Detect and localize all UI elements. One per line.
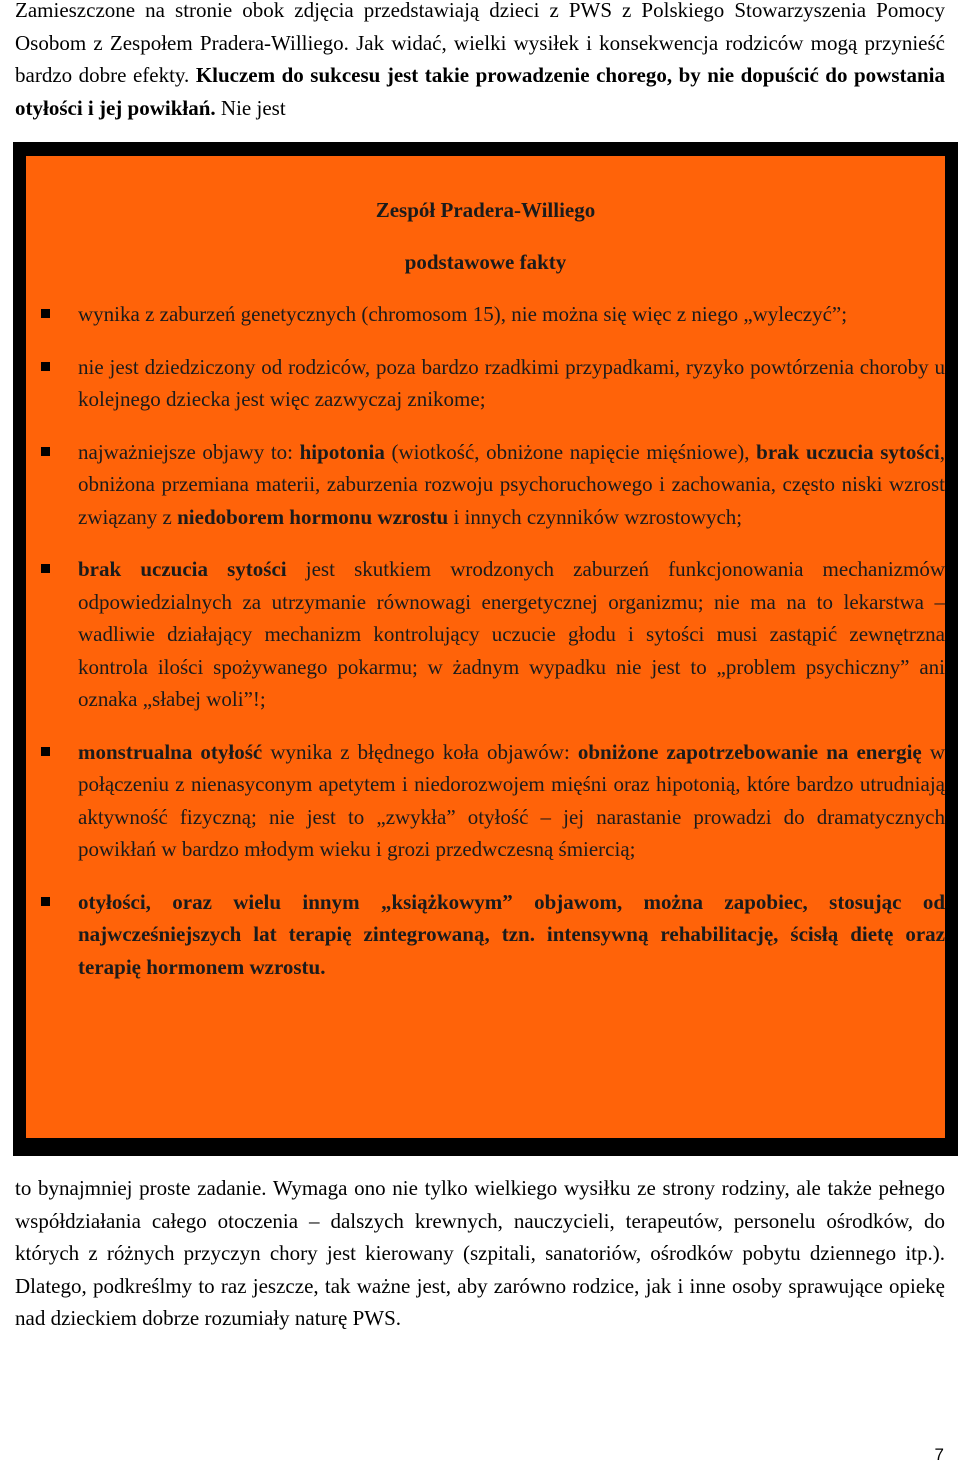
fact-bold-text: brak uczucia sytości	[756, 439, 940, 464]
facts-list	[26, 298, 945, 983]
square-bullet-icon	[41, 309, 50, 318]
square-bullet-icon	[41, 362, 50, 371]
page-number: 7	[934, 1445, 944, 1464]
fact-text: (wiotkość, obniżone napięcie mięśniowe),	[384, 439, 757, 464]
infobox-subtitle: podstawowe fakty	[404, 250, 567, 274]
fact-bold-text: obniżone zapotrzebowanie na energię	[577, 739, 922, 764]
fact-bold-text: otyłości, oraz wielu innym „książkowym” objawom, można zapobiec, stosując od najwcześniejszych lat terapię zintegrowaną, tzn. intensywną rehabilitację, ścisłą dietę oraz terapię hormonem wzrostu.	[78, 889, 945, 979]
fact-text: jest skutkiem wrodzonych zaburzeń funkcjonowania mechanizmów odpowiedzialnych za utrzymanie równowagi energetycznej organizmu; nie ma na to lekarstwa – wadliwie działający mechanizm kontrolujący uczucie głodu i sytości musi zastąpić zewnętrzna kontrola ilości spożywanego pokarmu; w żadnym wypadku nie jest to „problem psychiczny” ani oznaka „słabej woli”!;	[78, 557, 945, 711]
fact-text: wynika z błędnego koła objawów:	[262, 739, 578, 764]
facts-infobox	[13, 142, 958, 1156]
fact-item-symptoms	[26, 436, 945, 534]
fact-text: i innych czynników wzrostowych;	[448, 504, 743, 529]
square-bullet-icon	[41, 897, 50, 906]
infobox-title: Zespół Pradera-Williego	[375, 198, 596, 222]
fact-text: , obniżona przemiana materii, zaburzenia rozwoju psychoruchowego i zachowania, często niski wzrost związany z	[78, 439, 945, 529]
fact-text: nie jest dziedziczony od rodziców, poza bardzo rzadkimi przypadkami, ryzyko powtórzenia choroby u kolejnego dziecka jest więc zazwyczaj znikome;	[78, 354, 945, 411]
fact-item-obesity	[26, 736, 945, 866]
fact-bold-text: hipotonia	[299, 439, 385, 464]
fact-item-satiety	[26, 553, 945, 716]
fact-text: w połączeniu z nienasyconym apetytem i niedorozwojem mięśni oraz hipotonią, które bardzo utrudniają aktywność fizyczną; nie jest to „zwykła” otyłość – jej narastanie prowadzi do dramatycznych powikłań w bardzo młodym wieku i grozi przedwczesną śmiercią;	[78, 739, 946, 861]
square-bullet-icon	[41, 447, 50, 456]
fact-bold-text: niedoborem hormonu wzrostu	[177, 504, 449, 529]
fact-text: wynika z zaburzeń genetycznych (chromosom 15), nie można się więc z niego „wyleczyć”;	[78, 302, 848, 326]
fact-item-genetic	[26, 298, 945, 331]
intro-bold-text: Kluczem do sukcesu jest takie prowadzenie chorego, by nie dopuścić do powstania otyłości i jej powikłań.	[15, 63, 945, 120]
intro-tail-text: Nie jest	[215, 95, 286, 120]
fact-item-inheritance	[26, 351, 945, 416]
fact-item-therapy	[26, 886, 945, 984]
intro-paragraph	[15, 0, 945, 124]
fact-bold-text: monstrualna otyłość	[78, 739, 263, 764]
square-bullet-icon	[41, 564, 50, 573]
intro-text: Zamieszczone na stronie obok zdjęcia przedstawiają dzieci z PWS z Polskiego Stowarzyszenia Pomocy Osobom z Zespołem Pradera-Williego. Jak widać, wielki wysiłek i konsekwencja rodziców mogą przynieść bardzo dobre efekty.	[15, 0, 945, 87]
closing-paragraph: to bynajmniej proste zadanie. Wymaga ono nie tylko wielkiego wysiłku ze strony rodziny, ale także pełnego współdziałania całego otoczenia – dalszych krewnych, nauczycieli, terapeutów, personelu ośrodków, do których z różnych przyczyn chory jest kierowany (szpitali, sanatoriów, ośrodków pobytu dziennego itp.). Dlatego, podkreślmy to raz jeszcze, tak ważne jest, aby zarówno rodzice, jak i inne osoby sprawujące opiekę nad dzieckiem dobrze rozumiały naturę PWS.	[15, 1176, 945, 1330]
square-bullet-icon	[41, 747, 50, 756]
fact-bold-text: brak uczucia sytości	[78, 557, 287, 581]
fact-text: najważniejsze objawy to:	[78, 439, 300, 464]
